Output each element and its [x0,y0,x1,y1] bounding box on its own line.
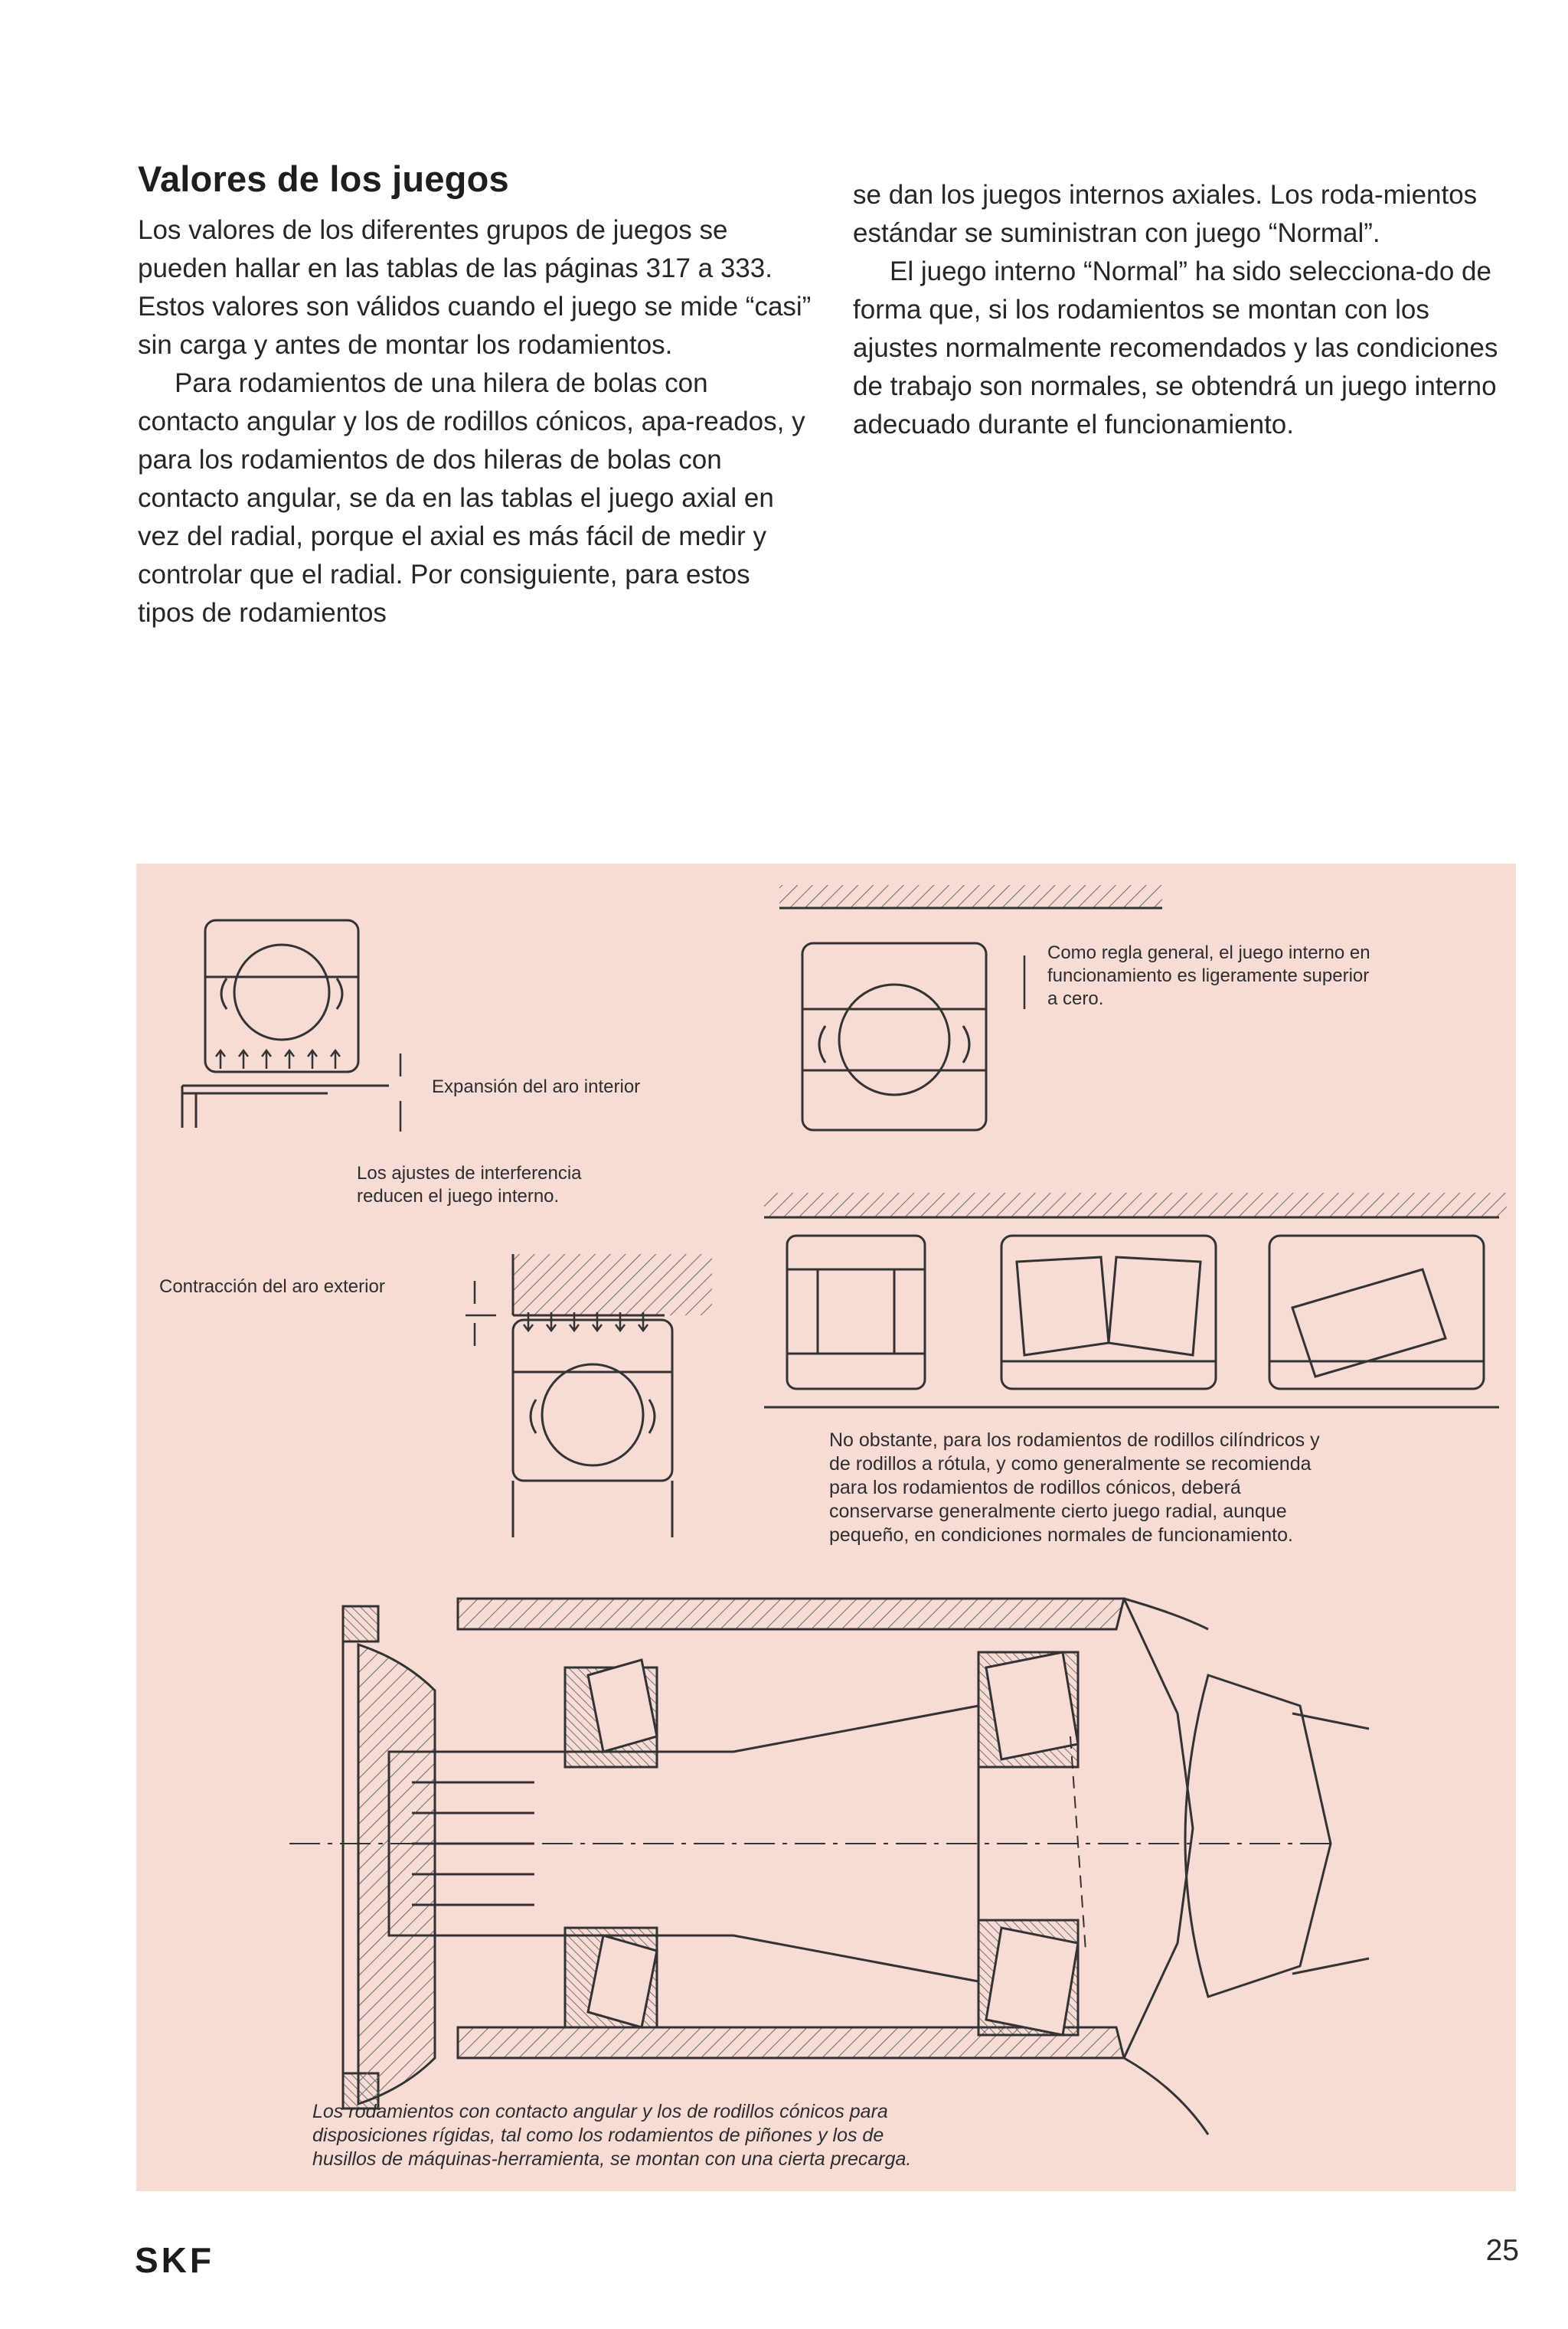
pinion-bearing-assembly [289,1599,1369,2135]
roller-bearing-row [764,1193,1507,1407]
clearance-illustration-panel [136,864,1516,2191]
section-heading: Valores de los juegos [138,158,509,199]
paragraph-axial-clearance: Para rodamientos de una hilera de bolas con contacto angular y los de rodillos cónicos, apa-reados, y para los rodamientos de dos hileras de bolas con contacto angular, se da en las tablas el juego axial en vez del radial, porque el axial es más fácil de medir y controlar que el radial. Por consiguiente, para estos tipos de rodamientos [138,368,805,628]
ball-bearing-outer-contraction [466,1254,712,1537]
paragraph-standard-clearance: se dan los juegos internos axiales. Los roda-mientos estándar se suministran con juego “Normal”. [853,180,1478,248]
paragraph-normal-clearance: El juego interno “Normal” ha sido selecciona-do de forma que, si los rodamientos se montan con los ajustes normalmente recomendados y las condiciones de trabajo son normales, se obtendrá un juego interno adecuado durante el funcionamiento. [853,256,1498,439]
label-general-rule: Como regla general, el juego interno en funcionamiento es ligeramente superior a cero. [1047,942,1370,1009]
label-interference-fits: Los ajustes de interferencia reducen el juego interno. [357,1163,582,1207]
caption-preload: Los rodamientos con contacto angular y los de rodillos cónicos para disposiciones rígidas, tal como los rodamientos de piñones y los de husillos de máquinas-herramienta, se montan con una cierta precarga. [312,2101,912,2170]
page-number: 25 [1485,2234,1519,2267]
skf-logo [135,2242,242,2277]
svg-text:SKF: SKF [135,2242,214,2277]
paragraph-clearance-values: Los valores de los diferentes grupos de juegos se pueden hallar en las tablas de las páginas 317 a 333. Estos valores son válidos cuando el juego se mide “casi” sin carga y antes de montar los rodamientos. [138,215,812,360]
label-outer-ring-contraction: Contracción del aro exterior [159,1276,385,1297]
ball-bearing-inner-expansion [182,920,400,1132]
body-column-right [853,176,1519,444]
body-column-left [138,211,812,632]
label-inner-ring-expansion: Expansión del aro interior [432,1076,641,1097]
label-roller-bearing-clearance: No obstante, para los rodamientos de rodillos cilíndricos y de rodillos a rótula, y como generalmente se recomienda para los rodamientos de rodillos cónicos, deberá conservarse generalmente cierto juego radial, aunque pequeño, en condiciones normales de funcionamiento. [829,1429,1320,1546]
